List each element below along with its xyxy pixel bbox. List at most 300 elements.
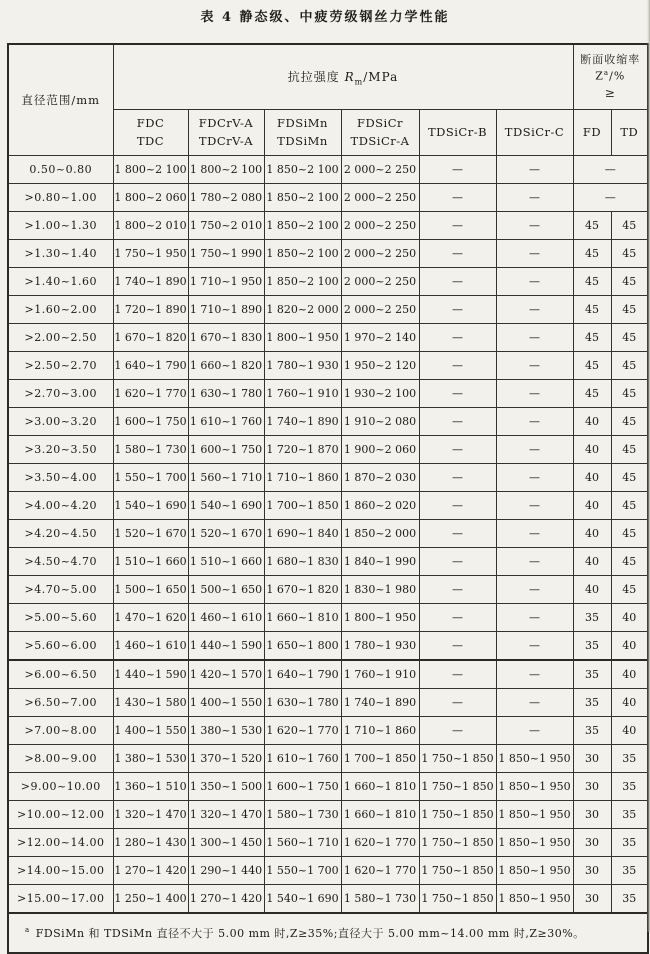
tensile-value-cell: 1 750~1 950 <box>113 240 188 268</box>
tensile-value-cell: 1 720~1 890 <box>113 296 188 324</box>
tensile-value-cell: — <box>496 408 573 436</box>
diameter-range-cell: >4.50~4.70 <box>8 548 113 576</box>
table-row <box>8 745 648 773</box>
fd-value-cell: 35 <box>573 689 611 717</box>
tensile-value-cell: 1 540~1 690 <box>264 885 341 914</box>
table-row <box>8 156 648 184</box>
tensile-value-cell: 1 750~1 850 <box>419 801 496 829</box>
diameter-range-cell: >4.00~4.20 <box>8 492 113 520</box>
tensile-value-cell: 1 640~1 790 <box>113 352 188 380</box>
tensile-value-cell: 1 660~1 810 <box>341 801 419 829</box>
tensile-value-cell: — <box>496 212 573 240</box>
tensile-value-cell: 1 360~1 510 <box>113 773 188 801</box>
tensile-value-cell: 1 720~1 870 <box>264 436 341 464</box>
table-row <box>8 660 648 689</box>
fd-value-cell: 30 <box>573 773 611 801</box>
tensile-value-cell: 1 460~1 610 <box>113 632 188 661</box>
tensile-value-cell: 1 820~2 000 <box>264 296 341 324</box>
fd-header: FD <box>573 110 611 156</box>
table-row <box>8 801 648 829</box>
tensile-value-cell: — <box>419 520 496 548</box>
tensile-value-cell: 1 550~1 700 <box>264 857 341 885</box>
diameter-range-cell: 0.50~0.80 <box>8 156 113 184</box>
gte-sign: ≥ <box>604 85 616 100</box>
tensile-value-cell: 1 780~1 930 <box>341 632 419 661</box>
tensile-value-cell: 1 750~1 850 <box>419 885 496 914</box>
diameter-range-cell: >1.00~1.30 <box>8 212 113 240</box>
tensile-value-cell: 1 740~1 890 <box>113 268 188 296</box>
reduction-symbol: Z <box>595 69 604 83</box>
td-value-cell: 35 <box>611 745 648 773</box>
tensile-value-cell: 1 710~1 860 <box>341 717 419 745</box>
reduction-symbol-line <box>574 68 648 85</box>
mechanical-properties-table <box>7 43 649 954</box>
fd-value-cell: 45 <box>573 352 611 380</box>
reduction-unit: /% <box>609 69 626 83</box>
table-row <box>8 632 648 661</box>
fd-td-merged-cell: — <box>573 156 648 184</box>
grade-label: TDSiCr-A <box>350 133 410 148</box>
grade-col-fdcrv <box>188 110 264 156</box>
tensile-value-cell: 1 800~1 950 <box>264 324 341 352</box>
tensile-value-cell: — <box>419 604 496 632</box>
grade-label: FDCrV-A <box>198 115 254 130</box>
tensile-value-cell: 1 950~2 120 <box>341 352 419 380</box>
diameter-range-cell: >15.00~17.00 <box>8 885 113 914</box>
tensile-value-cell: — <box>496 717 573 745</box>
tensile-value-cell: 1 370~1 520 <box>188 745 264 773</box>
tensile-value-cell: — <box>496 184 573 212</box>
header-row-top <box>8 44 648 110</box>
tensile-value-cell: 1 620~1 770 <box>341 857 419 885</box>
tensile-value-cell: 1 510~1 660 <box>188 548 264 576</box>
tensile-value-cell: — <box>496 492 573 520</box>
fd-value-cell: 45 <box>573 296 611 324</box>
fd-value-cell: 40 <box>573 408 611 436</box>
diameter-range-cell: >5.60~6.00 <box>8 632 113 661</box>
table-row <box>8 240 648 268</box>
fd-value-cell: 35 <box>573 632 611 661</box>
tensile-value-cell: 1 970~2 140 <box>341 324 419 352</box>
tensile-value-cell: 1 840~1 990 <box>341 548 419 576</box>
grade-label: FDSiCr <box>356 115 404 130</box>
tensile-value-cell: 1 700~1 850 <box>264 492 341 520</box>
tensile-value-cell: — <box>419 576 496 604</box>
tensile-value-cell: 1 900~2 060 <box>341 436 419 464</box>
tensile-value-cell: 1 850~2 100 <box>264 240 341 268</box>
tensile-unit: /MPa <box>363 69 399 84</box>
table-row <box>8 408 648 436</box>
td-value-cell: 45 <box>611 296 648 324</box>
fd-value-cell: 35 <box>573 604 611 632</box>
td-value-cell: 45 <box>611 436 648 464</box>
grade-col-fdc <box>113 110 188 156</box>
table-row <box>8 268 648 296</box>
tensile-value-cell: 1 850~1 950 <box>496 773 573 801</box>
tensile-value-cell: — <box>419 689 496 717</box>
fd-value-cell: 30 <box>573 885 611 914</box>
td-value-cell: 45 <box>611 520 648 548</box>
tensile-value-cell: — <box>496 352 573 380</box>
diameter-range-cell: >2.50~2.70 <box>8 352 113 380</box>
tensile-value-cell: 1 800~2 100 <box>188 156 264 184</box>
tensile-value-cell: 1 560~1 710 <box>188 464 264 492</box>
tensile-value-cell: 1 660~1 810 <box>341 773 419 801</box>
tensile-value-cell: 1 580~1 730 <box>341 885 419 914</box>
tensile-value-cell: 1 550~1 700 <box>113 464 188 492</box>
tensile-value-cell: 1 290~1 440 <box>188 857 264 885</box>
diameter-range-cell: >4.70~5.00 <box>8 576 113 604</box>
tensile-value-cell: — <box>419 436 496 464</box>
tensile-value-cell: 1 600~1 750 <box>188 436 264 464</box>
tensile-value-cell: 2 000~2 250 <box>341 212 419 240</box>
tensile-value-cell: 1 800~2 100 <box>113 156 188 184</box>
tensile-value-cell: 1 660~1 810 <box>264 604 341 632</box>
diameter-range-cell: >12.00~14.00 <box>8 829 113 857</box>
table-row <box>8 324 648 352</box>
tensile-value-cell: 1 740~1 890 <box>341 689 419 717</box>
tensile-value-cell: 1 850~1 950 <box>496 857 573 885</box>
tensile-value-cell: 1 670~1 830 <box>188 324 264 352</box>
td-value-cell: 35 <box>611 829 648 857</box>
table-row <box>8 464 648 492</box>
table-row <box>8 352 648 380</box>
fd-value-cell: 30 <box>573 801 611 829</box>
tensile-value-cell: 1 850~1 950 <box>496 745 573 773</box>
td-value-cell: 35 <box>611 773 648 801</box>
table-row <box>8 548 648 576</box>
fd-value-cell: 30 <box>573 829 611 857</box>
grade-label: TDCrV-A <box>198 133 254 148</box>
tensile-value-cell: 1 830~1 980 <box>341 576 419 604</box>
table-row <box>8 717 648 745</box>
td-value-cell: 45 <box>611 492 648 520</box>
table-row <box>8 296 648 324</box>
diameter-range-cell: >6.50~7.00 <box>8 689 113 717</box>
tensile-value-cell: — <box>419 212 496 240</box>
tensile-value-cell: — <box>496 548 573 576</box>
diameter-range-cell: >10.00~12.00 <box>8 801 113 829</box>
table-row <box>8 773 648 801</box>
fd-value-cell: 40 <box>573 464 611 492</box>
footnote-row <box>8 913 648 953</box>
tensile-value-cell: 2 000~2 250 <box>341 240 419 268</box>
tensile-value-cell: 1 620~1 770 <box>264 717 341 745</box>
td-value-cell: 35 <box>611 857 648 885</box>
tensile-value-cell: — <box>496 296 573 324</box>
fd-value-cell: 35 <box>573 660 611 689</box>
tensile-value-cell: 1 380~1 530 <box>188 717 264 745</box>
tensile-value-cell: 1 710~1 950 <box>188 268 264 296</box>
tensile-value-cell: 1 850~2 100 <box>264 212 341 240</box>
tensile-value-cell: 1 740~1 890 <box>264 408 341 436</box>
tensile-value-cell: — <box>419 352 496 380</box>
table-row <box>8 857 648 885</box>
tensile-value-cell: 1 420~1 570 <box>188 660 264 689</box>
tensile-value-cell: 1 780~1 930 <box>264 352 341 380</box>
tensile-value-cell: — <box>496 464 573 492</box>
grade-col-fdsicr <box>341 110 419 156</box>
tensile-value-cell: 1 630~1 780 <box>188 380 264 408</box>
tensile-value-cell: 1 300~1 450 <box>188 829 264 857</box>
tensile-value-cell: 1 520~1 670 <box>113 520 188 548</box>
tensile-value-cell: 1 860~2 020 <box>341 492 419 520</box>
tensile-value-cell: 1 430~1 580 <box>113 689 188 717</box>
diameter-range-cell: >1.30~1.40 <box>8 240 113 268</box>
tensile-value-cell: 1 600~1 750 <box>113 408 188 436</box>
tensile-value-cell: 1 800~2 060 <box>113 184 188 212</box>
tensile-value-cell: 1 800~1 950 <box>341 604 419 632</box>
tensile-value-cell: 1 620~1 770 <box>113 380 188 408</box>
tensile-value-cell: — <box>496 632 573 661</box>
fd-value-cell: 45 <box>573 212 611 240</box>
diameter-range-cell: >4.20~4.50 <box>8 520 113 548</box>
tensile-value-cell: 1 320~1 470 <box>113 801 188 829</box>
tensile-value-cell: 1 600~1 750 <box>264 773 341 801</box>
tensile-value-cell: — <box>496 436 573 464</box>
tensile-value-cell: 1 580~1 730 <box>264 801 341 829</box>
tensile-value-cell: 1 750~1 850 <box>419 829 496 857</box>
tensile-value-cell: 1 870~2 030 <box>341 464 419 492</box>
tensile-value-cell: 2 000~2 250 <box>341 184 419 212</box>
tensile-value-cell: 1 640~1 790 <box>264 660 341 689</box>
table-row <box>8 576 648 604</box>
tensile-value-cell: 1 850~2 000 <box>341 520 419 548</box>
tensile-subscript: m <box>354 77 364 87</box>
fd-value-cell: 45 <box>573 240 611 268</box>
tensile-value-cell: 1 460~1 610 <box>188 604 264 632</box>
tensile-value-cell: — <box>419 156 496 184</box>
tensile-value-cell: — <box>496 604 573 632</box>
td-value-cell: 45 <box>611 212 648 240</box>
td-value-cell: 45 <box>611 464 648 492</box>
td-value-cell: 45 <box>611 408 648 436</box>
fd-value-cell: 45 <box>573 380 611 408</box>
grade-label: FDSiMn <box>277 115 328 130</box>
table-row <box>8 212 648 240</box>
grade-col-tdsicr-b: TDSiCr-B <box>419 110 496 156</box>
tensile-strength-header <box>113 44 573 110</box>
tensile-value-cell: — <box>419 717 496 745</box>
tensile-value-cell: 1 680~1 830 <box>264 548 341 576</box>
tensile-value-cell: — <box>496 520 573 548</box>
td-value-cell: 45 <box>611 352 648 380</box>
grade-col-fdsimn <box>264 110 341 156</box>
tensile-value-cell: — <box>419 464 496 492</box>
tensile-value-cell: 1 540~1 690 <box>113 492 188 520</box>
diameter-range-cell: >3.50~4.00 <box>8 464 113 492</box>
td-value-cell: 40 <box>611 717 648 745</box>
td-value-cell: 45 <box>611 324 648 352</box>
tensile-value-cell: 1 800~2 010 <box>113 212 188 240</box>
tensile-value-cell: — <box>496 660 573 689</box>
tensile-symbol: R <box>344 69 355 84</box>
tensile-value-cell: — <box>496 268 573 296</box>
tensile-value-cell: 1 510~1 660 <box>113 548 188 576</box>
fd-value-cell: 40 <box>573 548 611 576</box>
tensile-value-cell: 1 630~1 780 <box>264 689 341 717</box>
tensile-value-cell: — <box>419 408 496 436</box>
tensile-value-cell: 1 610~1 760 <box>188 408 264 436</box>
grade-col-tdsicr-c: TDSiCr-C <box>496 110 573 156</box>
table-row <box>8 436 648 464</box>
diameter-range-cell: >2.70~3.00 <box>8 380 113 408</box>
tensile-value-cell: — <box>419 632 496 661</box>
fd-value-cell: 45 <box>573 268 611 296</box>
td-value-cell: 35 <box>611 885 648 914</box>
tensile-value-cell: 1 610~1 760 <box>264 745 341 773</box>
tensile-value-cell: 1 500~1 650 <box>113 576 188 604</box>
diameter-range-cell: >1.60~2.00 <box>8 296 113 324</box>
diameter-range-cell: >3.00~3.20 <box>8 408 113 436</box>
tensile-value-cell: 1 670~1 820 <box>113 324 188 352</box>
tensile-value-cell: 1 750~1 850 <box>419 773 496 801</box>
td-value-cell: 45 <box>611 380 648 408</box>
tensile-value-cell: 1 500~1 650 <box>188 576 264 604</box>
table-row <box>8 380 648 408</box>
fd-value-cell: 45 <box>573 324 611 352</box>
tensile-value-cell: 1 670~1 820 <box>264 576 341 604</box>
table-title: 表 4 静态级、中疲劳级钢丝力学性能 <box>200 10 450 25</box>
tensile-value-cell: — <box>419 184 496 212</box>
table-row <box>8 604 648 632</box>
diameter-range-header: 直径范围/mm <box>8 44 113 156</box>
tensile-value-cell: — <box>496 324 573 352</box>
tensile-value-cell: 1 750~1 850 <box>419 857 496 885</box>
table-row <box>8 520 648 548</box>
td-value-cell: 45 <box>611 548 648 576</box>
tensile-value-cell: 1 560~1 710 <box>264 829 341 857</box>
td-value-cell: 45 <box>611 576 648 604</box>
tensile-value-cell: 1 850~2 100 <box>264 184 341 212</box>
tensile-value-cell: 1 710~1 860 <box>264 464 341 492</box>
table-row <box>8 885 648 914</box>
td-value-cell: 40 <box>611 689 648 717</box>
tensile-value-cell: — <box>496 576 573 604</box>
td-value-cell: 45 <box>611 268 648 296</box>
diameter-range-cell: >0.80~1.00 <box>8 184 113 212</box>
reduction-label: 断面收缩率 <box>580 53 641 67</box>
tensile-value-cell: 1 910~2 080 <box>341 408 419 436</box>
tensile-value-cell: — <box>419 240 496 268</box>
table-row <box>8 689 648 717</box>
diameter-range-cell: >6.00~6.50 <box>8 660 113 689</box>
td-header: TD <box>611 110 648 156</box>
tensile-value-cell: 1 270~1 420 <box>188 885 264 914</box>
tensile-value-cell: — <box>419 380 496 408</box>
footnote-text: FDSiMn 和 TDSiMn 直径不大于 5.00 mm 时,Z≥35%;直径大于 5.00 mm~14.00 mm 时,Z≥30%。 <box>35 927 585 940</box>
grade-label: TDSiMn <box>277 133 328 148</box>
tensile-value-cell: 1 780~2 080 <box>188 184 264 212</box>
tensile-value-cell: 1 400~1 550 <box>188 689 264 717</box>
table-row <box>8 829 648 857</box>
fd-value-cell: 35 <box>573 717 611 745</box>
footnote-cell <box>8 913 648 953</box>
reduction-footnote-mark: a <box>603 68 610 77</box>
td-value-cell: 40 <box>611 632 648 661</box>
tensile-value-cell: 1 690~1 840 <box>264 520 341 548</box>
fd-value-cell: 30 <box>573 857 611 885</box>
tensile-value-cell: 1 440~1 590 <box>113 660 188 689</box>
reduction-of-area-header <box>573 44 648 110</box>
tensile-value-cell: 1 850~1 950 <box>496 885 573 914</box>
tensile-value-cell: — <box>419 548 496 576</box>
tensile-value-cell: 1 280~1 430 <box>113 829 188 857</box>
fd-value-cell: 40 <box>573 492 611 520</box>
table-row <box>8 492 648 520</box>
diameter-range-cell: >8.00~9.00 <box>8 745 113 773</box>
table-body <box>8 156 648 914</box>
fd-value-cell: 40 <box>573 436 611 464</box>
tensile-value-cell: 1 520~1 670 <box>188 520 264 548</box>
tensile-value-cell: 1 750~2 010 <box>188 212 264 240</box>
fd-value-cell: 40 <box>573 520 611 548</box>
tensile-value-cell: — <box>496 240 573 268</box>
diameter-range-cell: >5.00~5.60 <box>8 604 113 632</box>
tensile-value-cell: 1 760~1 910 <box>341 660 419 689</box>
tensile-value-cell: 1 270~1 420 <box>113 857 188 885</box>
diameter-range-cell: >7.00~8.00 <box>8 717 113 745</box>
tensile-value-cell: 1 380~1 530 <box>113 745 188 773</box>
td-value-cell: 40 <box>611 660 648 689</box>
diameter-range-cell: >1.40~1.60 <box>8 268 113 296</box>
tensile-value-cell: 1 540~1 690 <box>188 492 264 520</box>
tensile-value-cell: — <box>419 324 496 352</box>
tensile-value-cell: 1 400~1 550 <box>113 717 188 745</box>
grade-label: FDC <box>136 115 165 130</box>
td-value-cell: 40 <box>611 604 648 632</box>
fd-td-merged-cell: — <box>573 184 648 212</box>
tensile-value-cell: 1 850~1 950 <box>496 829 573 857</box>
tensile-value-cell: 1 580~1 730 <box>113 436 188 464</box>
tensile-value-cell: 1 440~1 590 <box>188 632 264 661</box>
tensile-value-cell: 1 850~2 100 <box>264 268 341 296</box>
diameter-range-cell: >2.00~2.50 <box>8 324 113 352</box>
tensile-value-cell: 1 700~1 850 <box>341 745 419 773</box>
diameter-range-cell: >3.20~3.50 <box>8 436 113 464</box>
tensile-value-cell: 1 850~1 950 <box>496 801 573 829</box>
td-value-cell: 45 <box>611 240 648 268</box>
tensile-value-cell: 1 760~1 910 <box>264 380 341 408</box>
tensile-value-cell: 1 660~1 820 <box>188 352 264 380</box>
tensile-value-cell: 1 250~1 400 <box>113 885 188 914</box>
tensile-value-cell: — <box>419 660 496 689</box>
table-row <box>8 184 648 212</box>
tensile-value-cell: 1 620~1 770 <box>341 829 419 857</box>
tensile-value-cell: 1 750~1 990 <box>188 240 264 268</box>
tensile-value-cell: 2 000~2 250 <box>341 296 419 324</box>
td-value-cell: 35 <box>611 801 648 829</box>
tensile-label: 抗拉强度 <box>287 69 345 84</box>
grade-label: TDC <box>136 133 165 148</box>
diameter-range-cell: >9.00~10.00 <box>8 773 113 801</box>
tensile-value-cell: — <box>496 689 573 717</box>
footnote-marker: a <box>25 926 30 935</box>
tensile-value-cell: — <box>419 296 496 324</box>
tensile-value-cell: 1 320~1 470 <box>188 801 264 829</box>
tensile-value-cell: — <box>496 380 573 408</box>
tensile-value-cell: 2 000~2 250 <box>341 156 419 184</box>
tensile-value-cell: 2 000~2 250 <box>341 268 419 296</box>
fd-value-cell: 40 <box>573 576 611 604</box>
diameter-range-cell: >14.00~15.00 <box>8 857 113 885</box>
tensile-value-cell: 1 850~2 100 <box>264 156 341 184</box>
tensile-value-cell: 1 710~1 890 <box>188 296 264 324</box>
fd-value-cell: 30 <box>573 745 611 773</box>
tensile-value-cell: 1 350~1 500 <box>188 773 264 801</box>
tensile-value-cell: — <box>419 268 496 296</box>
tensile-value-cell: — <box>419 492 496 520</box>
